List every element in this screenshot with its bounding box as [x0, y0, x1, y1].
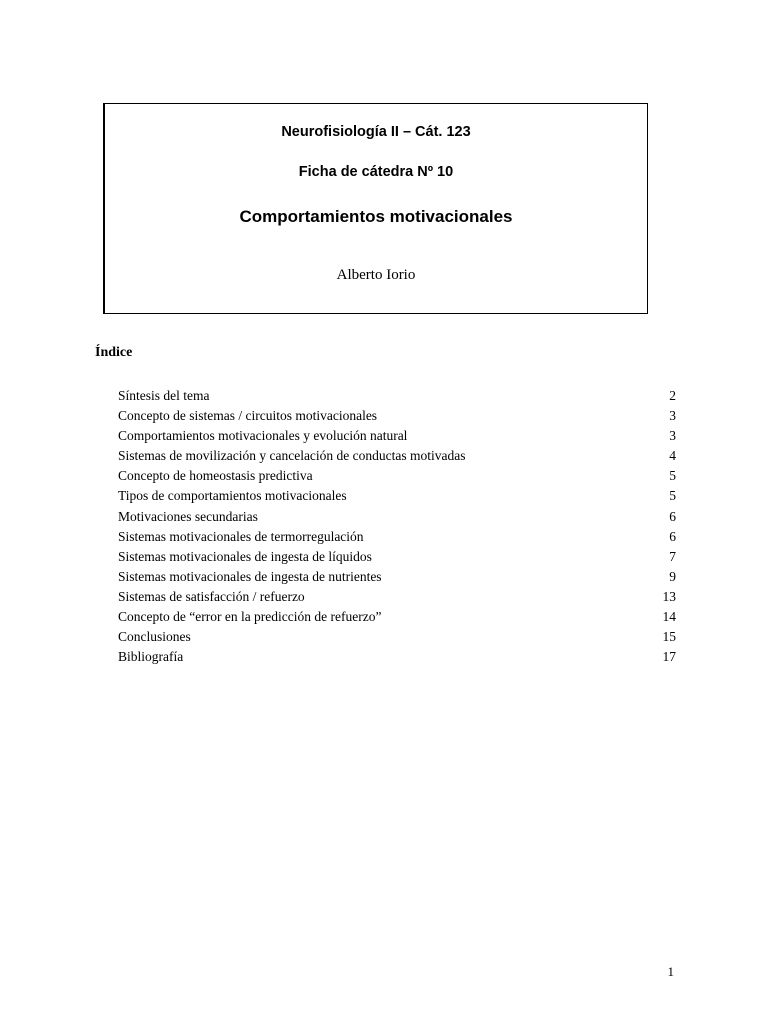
page-number: 1 [667, 964, 674, 979]
toc-entry-label: Sistemas de movilización y cancelación de conductas motivadas [118, 448, 466, 464]
toc-entry-page: 5 [669, 468, 676, 484]
toc-entry-label: Tipos de comportamientos motivacionales [118, 488, 347, 504]
toc-entry [118, 486, 676, 506]
toc-entry-label: Síntesis del tema [118, 388, 210, 403]
toc-entry [118, 647, 676, 667]
toc-entry [118, 587, 676, 607]
toc-entry-label: Motivaciones secundarias [118, 508, 258, 524]
toc-entry-page: 5 [669, 488, 676, 504]
toc-entry-page: 3 [669, 408, 676, 424]
toc-entry-label: Sistemas motivacionales de termorregulación [118, 528, 364, 544]
toc-entry [118, 527, 676, 547]
toc-entry [118, 547, 676, 567]
toc-entry-page: 17 [662, 649, 676, 665]
document-title: Comportamientos motivacionales [239, 207, 513, 226]
toc-entry-label: Sistemas de satisfacción / refuerzo [118, 588, 305, 604]
toc-entry [118, 386, 676, 406]
toc-entry [118, 627, 676, 647]
toc-entry-page: 9 [669, 568, 676, 584]
toc-entry-page: 7 [669, 548, 676, 564]
toc-entry [118, 406, 676, 426]
author-name: Alberto Iorio [336, 267, 416, 283]
toc-entry-label: Concepto de “error en la predicción de refuerzo” [118, 609, 382, 625]
toc-entry [118, 607, 676, 627]
ficha-number: Ficha de cátedra Nº 10 [298, 164, 454, 180]
toc-entry-page: 13 [662, 588, 676, 604]
table-of-contents [118, 386, 676, 667]
toc-entry-label: Sistemas motivacionales de ingesta de nutrientes [118, 568, 382, 584]
toc-entry-page: 3 [669, 428, 676, 444]
toc-entry-page: 6 [669, 528, 676, 544]
title-box [103, 103, 648, 314]
toc-entry-page: 15 [662, 629, 676, 645]
toc-entry-page: 14 [662, 609, 676, 625]
toc-entry-label: Conclusiones [118, 629, 191, 645]
toc-entry [118, 426, 676, 446]
toc-entry [118, 466, 676, 486]
toc-entry-label: Sistemas motivacionales de ingesta de líquidos [118, 548, 372, 564]
course-name: Neurofisiología II – Cát. 123 [281, 124, 471, 140]
toc-entry [118, 446, 676, 466]
toc-entry-label: Comportamientos motivacionales y evolución natural [118, 428, 408, 444]
index-heading: Índice [95, 345, 133, 360]
toc-entry-page: 2 [669, 388, 676, 403]
toc-entry-page: 4 [669, 448, 676, 464]
toc-entry [118, 567, 676, 587]
toc-entry-label: Concepto de sistemas / circuitos motivacionales [118, 408, 378, 424]
toc-entry-label: Bibliografía [118, 649, 184, 665]
toc-entry [118, 507, 676, 527]
toc-entry-label: Concepto de homeostasis predictiva [118, 468, 313, 484]
toc-entry-page: 6 [669, 508, 676, 524]
